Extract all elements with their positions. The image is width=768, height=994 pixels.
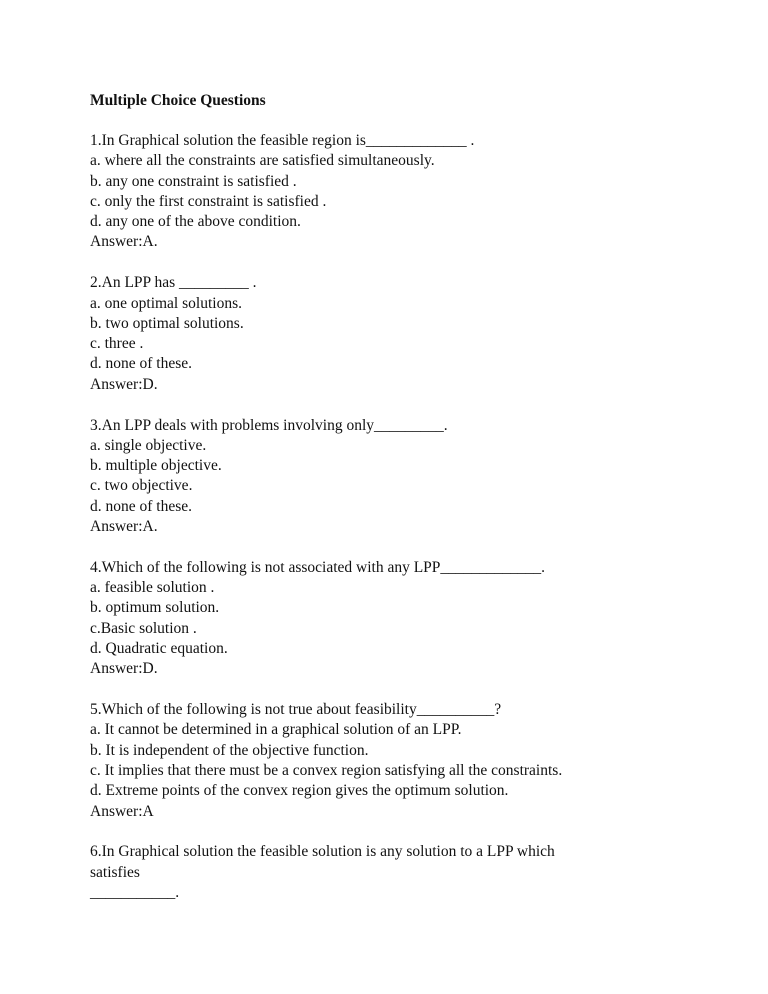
option-c: c. three .: [90, 335, 144, 353]
answer: Answer:D.: [90, 375, 158, 393]
question-text: 5.Which of the following is not true about feasibility__________?: [90, 701, 502, 719]
question-text-line-1: 6.In Graphical solution the feasible solution is any solution to a LPP which: [90, 843, 555, 861]
answer: Answer:A: [90, 802, 154, 820]
question-text-line-2: satisfies: [90, 863, 140, 881]
question-1: [90, 131, 730, 253]
question-3: [90, 416, 730, 538]
option-c: c.Basic solution .: [90, 619, 197, 637]
option-a: a. one optimal solutions.: [90, 294, 242, 312]
answer: Answer:A.: [90, 518, 158, 536]
question-text: 1.In Graphical solution the feasible region is_____________ .: [90, 132, 475, 149]
answer: Answer:D.: [90, 660, 158, 678]
option-d: d. any one of the above condition.: [90, 213, 301, 231]
question-text: 4.Which of the following is not associated with any LPP_____________.: [90, 558, 546, 576]
option-c: c. It implies that there must be a convex region satisfying all the constraints.: [90, 762, 563, 780]
option-b: b. multiple objective.: [90, 457, 222, 475]
document-page: [90, 91, 730, 924]
option-d: d. Quadratic equation.: [90, 640, 228, 658]
option-b: b. optimum solution.: [90, 599, 220, 617]
answer: Answer:A.: [90, 233, 158, 251]
option-a: a. single objective.: [90, 436, 207, 454]
document-title: Multiple Choice Questions: [90, 92, 266, 109]
option-b: b. any one constraint is satisfied .: [90, 172, 297, 190]
option-b: b. two optimal solutions.: [90, 314, 244, 332]
option-c: c. only the first constraint is satisfied .: [90, 192, 327, 210]
option-b: b. It is independent of the objective function.: [90, 741, 369, 759]
question-text: 3.An LPP deals with problems involving only_________.: [90, 416, 448, 434]
option-a: a. It cannot be determined in a graphical solution of an LPP.: [90, 721, 462, 739]
question-5: [90, 700, 730, 822]
option-d: d. none of these.: [90, 497, 193, 515]
question-text-line-3: ___________.: [90, 884, 180, 901]
option-a: a. feasible solution .: [90, 579, 215, 597]
option-c: c. two objective.: [90, 477, 193, 495]
question-2: [90, 273, 730, 395]
option-d: d. none of these.: [90, 355, 193, 373]
question-6: [90, 842, 730, 903]
option-d: d. Extreme points of the convex region gives the optimum solution.: [90, 782, 509, 800]
question-4: [90, 558, 730, 680]
option-a: a. where all the constraints are satisfied simultaneously.: [90, 152, 435, 170]
question-text: 2.An LPP has _________ .: [90, 274, 257, 292]
